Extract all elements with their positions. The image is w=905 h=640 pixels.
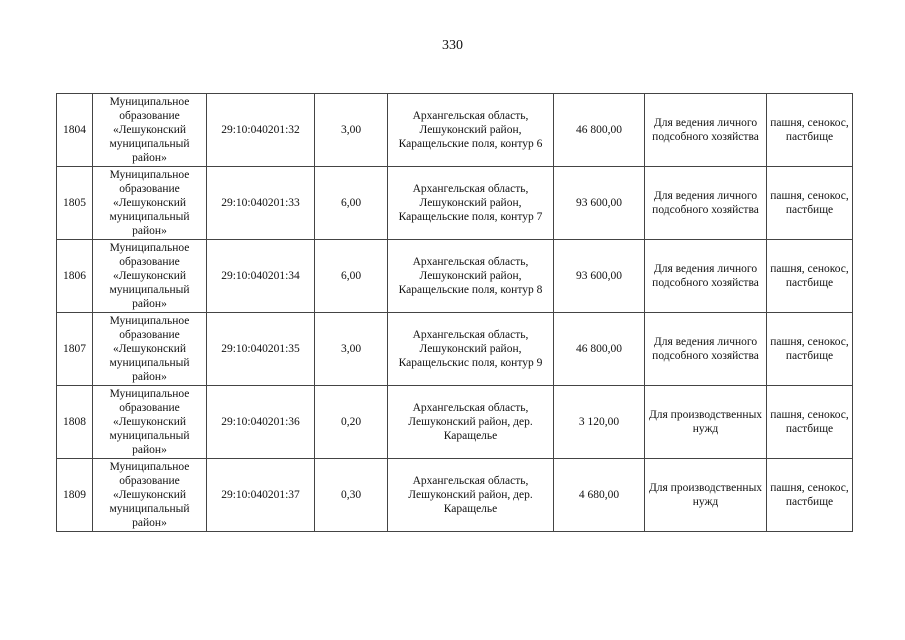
area-cell: 3,00 [315, 313, 388, 386]
table-row [57, 167, 853, 240]
land-type-cell: пашня, сенокос, пастбище [767, 386, 853, 459]
table-row [57, 94, 853, 167]
row-number-cell: 1809 [57, 459, 93, 532]
address-cell: Архангельская область, Лешуконский район, Каращельские поля, контур 7 [388, 167, 554, 240]
land-type-cell: пашня, сенокос, пастбище [767, 167, 853, 240]
permitted-use-cell: Для производственных нужд [645, 386, 767, 459]
table-row [57, 386, 853, 459]
cadastral-number-cell: 29:10:040201:34 [207, 240, 315, 313]
cadastral-number-cell: 29:10:040201:32 [207, 94, 315, 167]
price-cell: 46 800,00 [554, 313, 645, 386]
area-cell: 0,30 [315, 459, 388, 532]
table-row [57, 240, 853, 313]
land-type-cell: пашня, сенокос, пастбище [767, 240, 853, 313]
permitted-use-cell: Для ведения личного подсобного хозяйства [645, 240, 767, 313]
land-plots-table [56, 93, 853, 532]
owner-cell: Муниципальное образование «Лешуконский муниципальный район» [93, 94, 207, 167]
address-cell: Архангельская область, Лешуконский район, дер. Каращелье [388, 386, 554, 459]
land-type-cell: пашня, сенокос, пастбище [767, 94, 853, 167]
row-number-cell: 1806 [57, 240, 93, 313]
row-number-cell: 1807 [57, 313, 93, 386]
owner-cell: Муниципальное образование «Лешуконский муниципальный район» [93, 386, 207, 459]
area-cell: 6,00 [315, 240, 388, 313]
owner-cell: Муниципальное образование «Лешуконский муниципальный район» [93, 240, 207, 313]
land-type-cell: пашня, сенокос, пастбище [767, 459, 853, 532]
page-number: 330 [442, 38, 463, 53]
permitted-use-cell: Для производственных нужд [645, 459, 767, 532]
price-cell: 93 600,00 [554, 240, 645, 313]
price-cell: 3 120,00 [554, 386, 645, 459]
area-cell: 3,00 [315, 94, 388, 167]
table-row [57, 313, 853, 386]
price-cell: 4 680,00 [554, 459, 645, 532]
row-number-cell: 1808 [57, 386, 93, 459]
cadastral-number-cell: 29:10:040201:37 [207, 459, 315, 532]
cadastral-number-cell: 29:10:040201:33 [207, 167, 315, 240]
address-cell: Архангельская область, Лешуконский район, Каращельскис поля, контур 9 [388, 313, 554, 386]
permitted-use-cell: Для ведения личного подсобного хозяйства [645, 94, 767, 167]
land-type-cell: пашня, сенокос, пастбище [767, 313, 853, 386]
area-cell: 6,00 [315, 167, 388, 240]
owner-cell: Муниципальное образование «Лешуконский муниципальный район» [93, 313, 207, 386]
row-number-cell: 1804 [57, 94, 93, 167]
row-number-cell: 1805 [57, 167, 93, 240]
price-cell: 46 800,00 [554, 94, 645, 167]
owner-cell: Муниципальное образование «Лешуконский муниципальный район» [93, 167, 207, 240]
permitted-use-cell: Для ведения личного подсобного хозяйства [645, 167, 767, 240]
table-row [57, 459, 853, 532]
cadastral-number-cell: 29:10:040201:35 [207, 313, 315, 386]
permitted-use-cell: Для ведения личного подсобного хозяйства [645, 313, 767, 386]
cadastral-number-cell: 29:10:040201:36 [207, 386, 315, 459]
price-cell: 93 600,00 [554, 167, 645, 240]
area-cell: 0,20 [315, 386, 388, 459]
owner-cell: Муниципальное образование «Лешуконский муниципальный район» [93, 459, 207, 532]
address-cell: Архангельская область, Лешуконский район, Каращельские поля, контур 6 [388, 94, 554, 167]
address-cell: Архангельская область, Лешуконский район, дер. Каращелье [388, 459, 554, 532]
address-cell: Архангельская область, Лешуконский район, Каращельские поля, контур 8 [388, 240, 554, 313]
